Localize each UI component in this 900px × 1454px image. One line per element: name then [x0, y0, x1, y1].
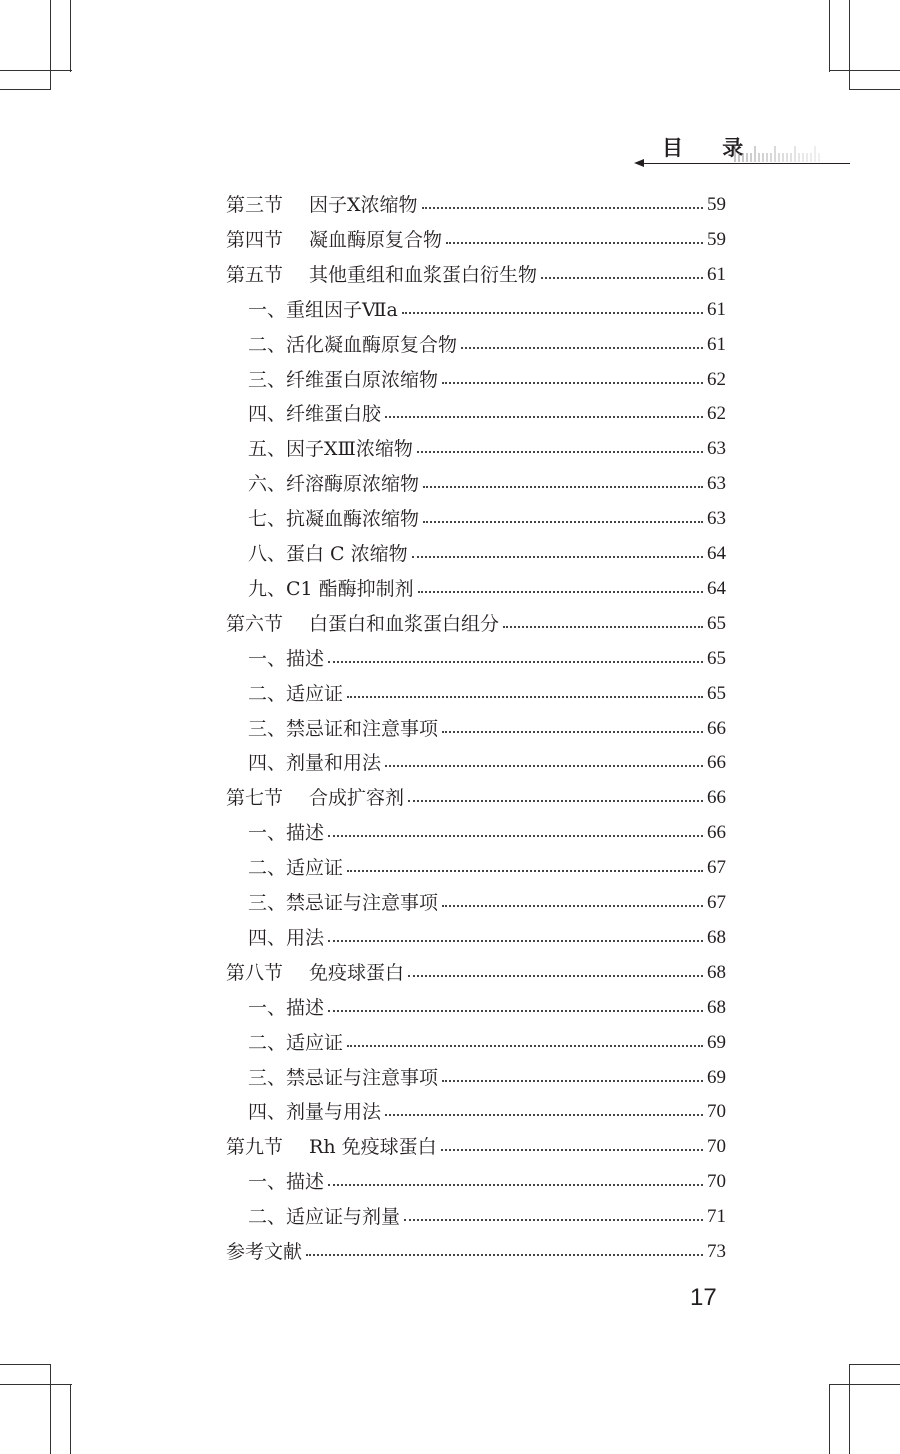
toc-entry-title: 三、禁忌证和注意事项	[248, 717, 439, 740]
toc-entry[interactable]	[226, 504, 726, 534]
toc-entry-label	[226, 783, 404, 813]
toc-leader-dots	[408, 800, 703, 802]
toc-page-number: 67	[707, 857, 726, 879]
ruler-decoration-icon	[734, 144, 820, 162]
toc-page-number: 70	[707, 1171, 726, 1193]
toc-entry[interactable]	[226, 993, 726, 1023]
toc-entry-label	[248, 888, 438, 918]
toc-leader-dots	[503, 626, 703, 628]
toc-leader-dots	[328, 661, 703, 663]
toc-entry-title: 因子Ⅹ浓缩物	[309, 194, 418, 216]
toc-page-number: 65	[707, 647, 726, 669]
page-number: 17	[690, 1284, 717, 1311]
toc-entry-title: 二、适应证与剂量	[248, 1206, 401, 1229]
toc-entry-title: 一、描述	[248, 1171, 325, 1194]
toc-page-number: 66	[707, 787, 726, 809]
toc-entry[interactable]	[226, 469, 726, 499]
toc-entry-label	[248, 365, 438, 395]
toc-entry[interactable]	[226, 1132, 726, 1162]
toc-entry[interactable]	[226, 260, 726, 290]
crop-mark-bottom-left-v2	[50, 1364, 51, 1454]
toc-leader-dots	[408, 975, 703, 977]
crop-mark-top-right-v2	[849, 0, 850, 90]
crop-mark-top-right-h2	[849, 89, 900, 90]
toc-entry[interactable]	[226, 1237, 726, 1267]
toc-section-number: 第五节	[226, 263, 284, 286]
toc-leader-dots	[328, 1010, 703, 1012]
toc-entry-label	[248, 1202, 400, 1232]
crop-mark-bottom-right-v	[829, 1384, 830, 1454]
toc-entry-label	[248, 504, 419, 534]
toc-entry[interactable]	[226, 539, 726, 569]
toc-entry-label	[248, 399, 381, 429]
toc-page-number: 70	[707, 1136, 726, 1158]
crop-mark-bottom-left-v	[70, 1384, 71, 1454]
toc-leader-dots	[306, 1254, 703, 1256]
toc-entry[interactable]	[226, 818, 726, 848]
toc-entry[interactable]	[226, 644, 726, 674]
toc-entry-label	[226, 225, 442, 255]
toc-leader-dots	[418, 591, 703, 593]
toc-page-number: 59	[707, 194, 726, 215]
toc-page-number: 62	[707, 403, 726, 425]
toc-entry-label	[248, 1028, 343, 1058]
toc-page-number: 64	[707, 543, 726, 564]
toc-entry[interactable]	[226, 714, 726, 744]
crop-mark-bottom-left-h2	[0, 1364, 50, 1365]
toc-entry-label	[248, 1097, 381, 1127]
toc-leader-dots	[347, 1045, 703, 1047]
toc-leader-dots	[423, 486, 703, 488]
toc-leader-dots	[541, 277, 703, 279]
toc-page-number: 66	[707, 752, 726, 774]
crop-mark-bottom-right-h	[829, 1384, 900, 1385]
toc-entry[interactable]	[226, 609, 726, 639]
toc-entry-label	[248, 434, 413, 464]
toc-page-number: 63	[707, 473, 726, 495]
toc-section-number: 第四节	[226, 228, 284, 251]
toc-entry-label	[248, 644, 324, 674]
crop-mark-top-left-v	[70, 0, 71, 72]
crop-mark-top-left-h	[0, 70, 72, 71]
toc-entry-title: 七、抗凝血酶浓缩物	[248, 508, 420, 531]
toc-entry-title: 一、重组因子Ⅶa	[248, 298, 398, 321]
toc-entry-label	[248, 993, 324, 1023]
toc-leader-dots	[442, 731, 703, 733]
toc-entry[interactable]	[226, 399, 726, 429]
toc-entry[interactable]	[226, 1202, 726, 1232]
toc-page-number: 69	[707, 1031, 726, 1053]
toc-entry-title: 免疫球蛋白	[309, 961, 405, 984]
toc-leader-dots	[461, 347, 703, 349]
toc-entry[interactable]	[226, 1167, 726, 1197]
toc-entry-title: 二、适应证	[248, 682, 344, 705]
toc-entry[interactable]	[226, 190, 726, 220]
toc-entry-title: 三、禁忌证与注意事项	[248, 892, 439, 914]
crop-mark-bottom-right-h2	[849, 1364, 900, 1365]
toc-entry[interactable]	[226, 295, 726, 325]
toc-leader-dots	[422, 207, 703, 209]
toc-entry-title: 凝血酶原复合物	[309, 228, 443, 251]
toc-entry[interactable]	[226, 923, 726, 953]
header-rule	[644, 163, 850, 164]
toc-page-number: 64	[707, 577, 726, 599]
toc-entry-label	[248, 539, 408, 569]
toc-entry-title: 四、用法	[248, 926, 325, 949]
toc-entry[interactable]	[226, 748, 726, 778]
toc-entry-title: 五、因子ⅩⅢ浓缩物	[248, 438, 413, 461]
toc-page-number: 63	[707, 438, 726, 460]
toc-page-number: 68	[707, 996, 726, 1018]
toc-entry-title: 八、蛋白 C 浓缩物	[248, 543, 408, 565]
toc-entry-title: 二、适应证	[248, 857, 344, 880]
toc-entry-label	[226, 958, 404, 988]
crop-mark-top-left-v2	[50, 0, 51, 90]
toc-page-number: 68	[707, 961, 726, 983]
toc-entry-title: 白蛋白和血浆蛋白组分	[309, 612, 500, 635]
toc-entry-label	[248, 469, 419, 499]
toc-section-number: 第九节	[226, 1136, 284, 1159]
toc-entry-label	[226, 190, 418, 220]
crop-mark-bottom-left-h	[0, 1384, 72, 1385]
toc-leader-dots	[412, 556, 703, 558]
toc-entry[interactable]	[226, 853, 726, 883]
toc-entry-title: 一、描述	[248, 996, 325, 1019]
toc-entry-title: 一、描述	[248, 647, 325, 670]
toc-entry[interactable]	[226, 1097, 726, 1127]
toc-entry-label	[226, 609, 499, 639]
toc-entry-label	[248, 1063, 438, 1093]
toc-leader-dots	[441, 1149, 703, 1151]
header-arrow-icon	[634, 159, 644, 167]
toc-entry[interactable]	[226, 225, 726, 255]
toc-page-number: 62	[707, 368, 726, 390]
toc-leader-dots	[385, 1114, 703, 1116]
toc-entry-title: 合成扩容剂	[309, 787, 405, 810]
toc-entry-label	[248, 748, 381, 778]
toc-entry-label	[248, 714, 438, 744]
toc-page-number: 66	[707, 822, 726, 844]
toc-entry-title: 其他重组和血浆蛋白衍生物	[309, 263, 538, 286]
toc-entry-label	[226, 1237, 302, 1267]
toc-entry-title: 四、剂量和用法	[248, 752, 382, 775]
toc-entry-label	[248, 853, 343, 883]
toc-leader-dots	[446, 242, 703, 244]
toc-entry[interactable]	[226, 679, 726, 709]
toc-page-number: 61	[707, 333, 726, 355]
running-header	[628, 128, 850, 172]
toc-entry-title: Rh 免疫球蛋白	[309, 1136, 437, 1159]
toc-entry-label	[248, 1167, 324, 1197]
toc-leader-dots	[404, 1219, 703, 1221]
toc-leader-dots	[328, 1184, 703, 1186]
toc-page-number: 66	[707, 717, 726, 739]
toc-page-number: 70	[707, 1101, 726, 1123]
toc-leader-dots	[385, 765, 703, 767]
toc-entry[interactable]	[226, 434, 726, 464]
toc-page-number: 65	[707, 612, 726, 634]
toc-page-number: 68	[707, 926, 726, 948]
toc-page-number: 67	[707, 892, 726, 913]
toc-leader-dots	[442, 382, 703, 384]
crop-mark-top-right-v	[829, 0, 830, 72]
toc-entry-title: 二、适应证	[248, 1031, 344, 1054]
toc-page-number: 69	[707, 1066, 726, 1088]
toc-entry-label	[248, 330, 457, 360]
toc-entry-title: 一、描述	[248, 822, 325, 845]
toc-leader-dots	[385, 416, 703, 418]
toc-leader-dots	[442, 905, 703, 907]
toc-page-number: 71	[707, 1206, 726, 1228]
toc-entry-title: 四、纤维蛋白胶	[248, 403, 382, 426]
toc-entry[interactable]	[226, 365, 726, 395]
header-title: 目 录	[662, 136, 760, 160]
toc-entry[interactable]	[226, 330, 726, 360]
toc-entry[interactable]	[226, 1063, 726, 1093]
toc-page-number: 61	[707, 298, 726, 320]
toc-leader-dots	[442, 1080, 703, 1082]
toc-entry-title: 九、C1 酯酶抑制剂	[248, 577, 414, 600]
toc-section-number: 第八节	[226, 961, 284, 984]
toc-entry[interactable]	[226, 783, 726, 813]
toc-entry-title: 参考文献	[226, 1241, 303, 1263]
toc-leader-dots	[328, 835, 703, 837]
toc-entry-label	[248, 923, 324, 953]
toc-section-number: 第六节	[226, 612, 284, 635]
toc-leader-dots	[402, 312, 703, 314]
toc-entry-title: 四、剂量与用法	[248, 1101, 382, 1124]
toc-entry-title: 三、纤维蛋白原浓缩物	[248, 368, 439, 391]
toc-leader-dots	[417, 451, 703, 453]
toc-entry[interactable]	[226, 1028, 726, 1058]
toc-leader-dots	[328, 940, 703, 942]
toc-entry-label	[248, 295, 398, 325]
toc-entry[interactable]	[226, 574, 726, 604]
toc-page-number: 61	[707, 263, 726, 285]
toc-section-number: 第七节	[226, 787, 284, 810]
toc-page-number: 65	[707, 682, 726, 704]
toc-entry-label	[248, 574, 414, 604]
toc-page-number: 63	[707, 508, 726, 530]
toc-entry[interactable]	[226, 958, 726, 988]
toc-section-number: 第三节	[226, 194, 284, 216]
toc-leader-dots	[347, 696, 703, 698]
crop-mark-top-left-h2	[0, 89, 50, 90]
toc-entry-label	[226, 1132, 437, 1162]
toc-leader-dots	[347, 870, 703, 872]
toc-entry-title: 二、活化凝血酶原复合物	[248, 333, 458, 356]
toc-page-number: 73	[707, 1241, 726, 1262]
toc-entry-title: 三、禁忌证与注意事项	[248, 1066, 439, 1089]
crop-mark-top-right-h	[829, 70, 900, 71]
toc-entry[interactable]	[226, 888, 726, 918]
crop-mark-bottom-right-v2	[849, 1364, 850, 1454]
toc-entry-label	[226, 260, 537, 290]
toc-entry-title: 六、纤溶酶原浓缩物	[248, 473, 420, 496]
toc-entry-label	[248, 818, 324, 848]
toc-page-number: 59	[707, 228, 726, 250]
toc-leader-dots	[423, 521, 703, 523]
toc-entry-label	[248, 679, 343, 709]
